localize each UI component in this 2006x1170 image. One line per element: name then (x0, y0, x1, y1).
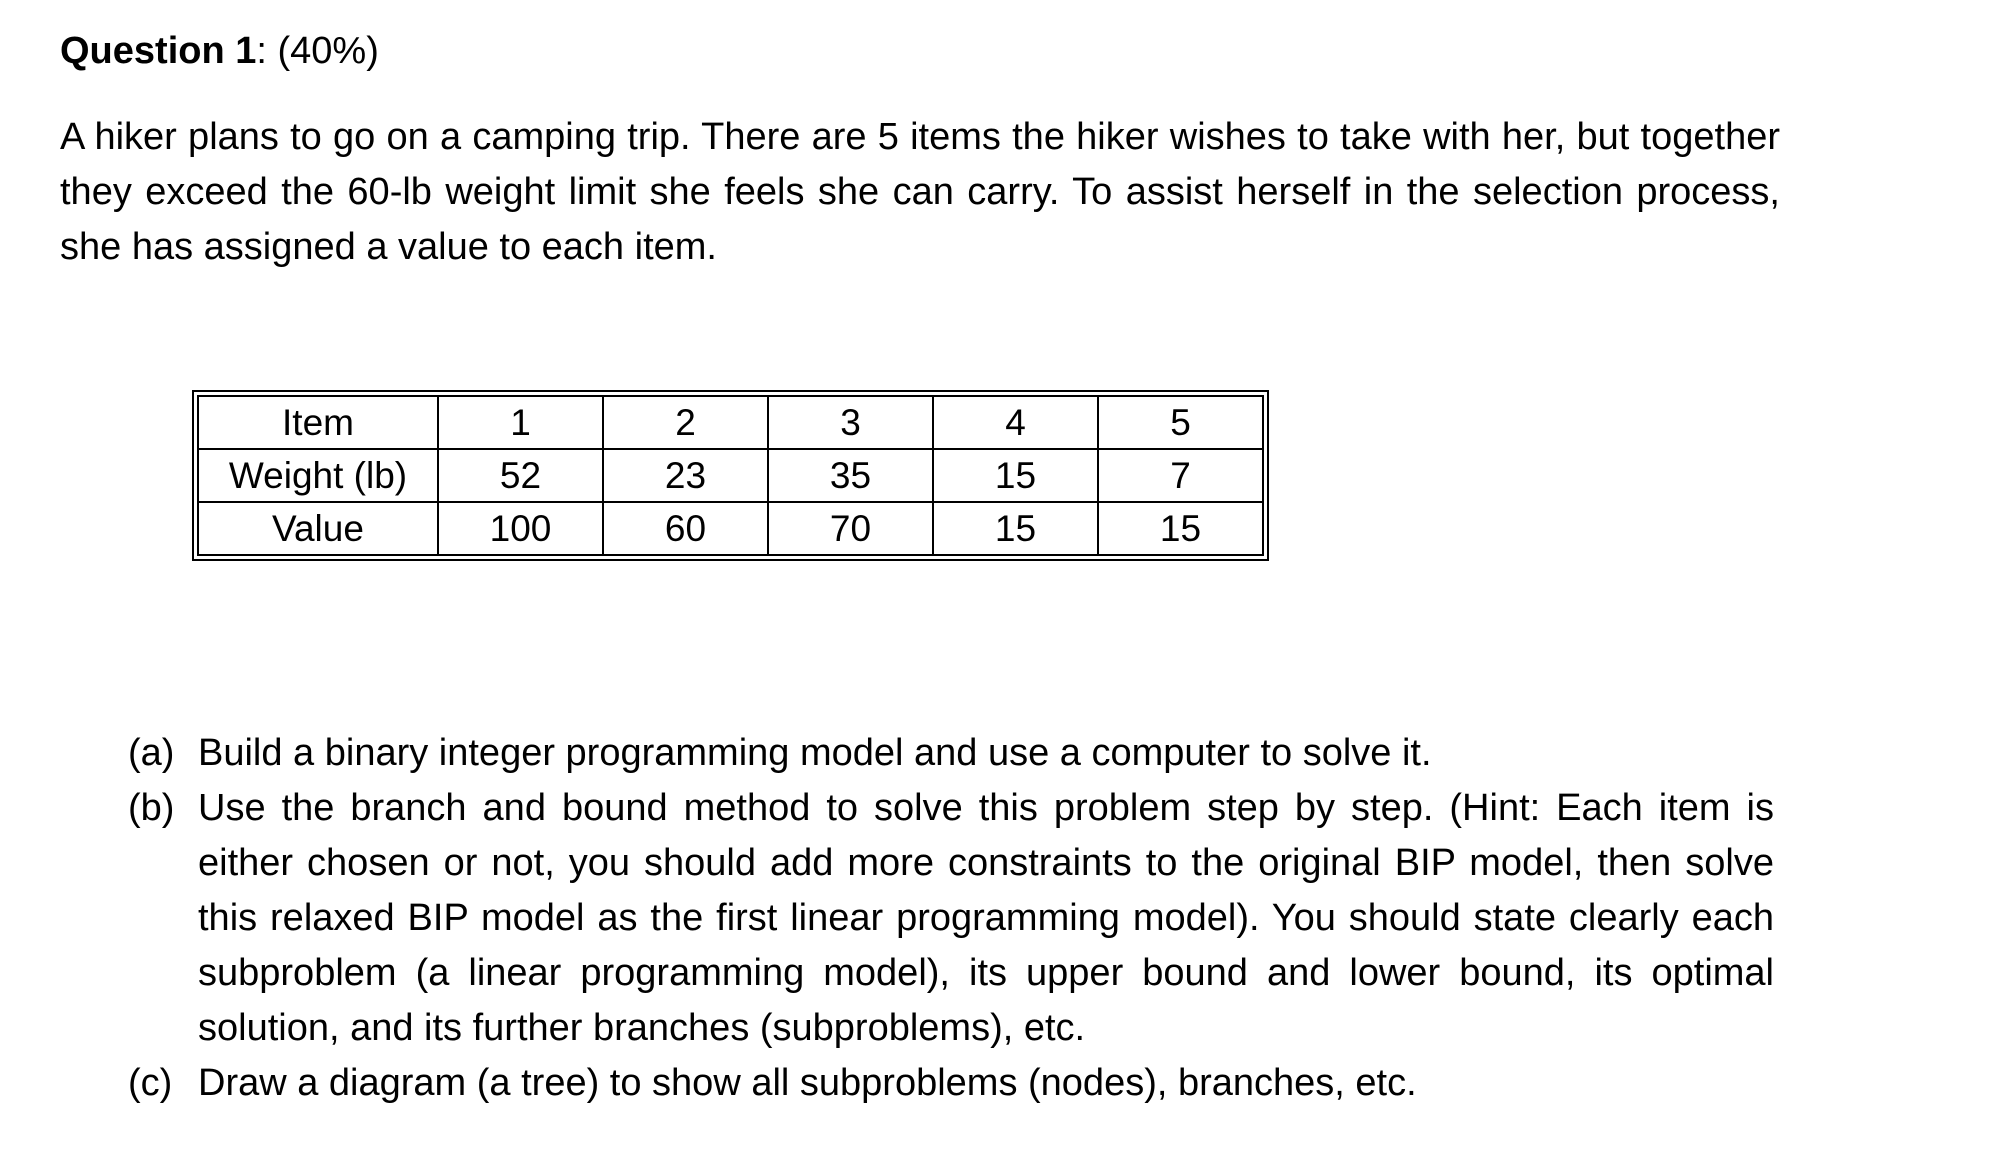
question-part-b (128, 781, 1774, 1056)
table-cell: 15 (933, 449, 1098, 502)
intro-paragraph: A hiker plans to go on a camping trip. There are 5 items the hiker wishes to take with her, but together they exceed the 60-lb weight limit she feels she can carry. To assist herself in the selection process, she has assigned a value to each item. (60, 116, 1780, 268)
table-cell: 15 (933, 502, 1098, 555)
table-cell: 2 (603, 396, 768, 449)
question-parts-list (128, 726, 1774, 1111)
items-table (197, 395, 1264, 556)
table-cell: 1 (438, 396, 603, 449)
question-heading (60, 28, 379, 74)
question-part-a (128, 726, 1774, 781)
table-row-value (198, 502, 1263, 555)
table-cell: 70 (768, 502, 933, 555)
table-cell: 35 (768, 449, 933, 502)
items-table-frame (192, 390, 1269, 561)
table-cell: 4 (933, 396, 1098, 449)
part-text: Draw a diagram (a tree) to show all subproblems (nodes), branches, etc. (198, 1062, 1417, 1104)
table-cell: 60 (603, 502, 768, 555)
table-cell: 100 (438, 502, 603, 555)
part-text: Use the branch and bound method to solve this problem step by step. (Hint: Each item is either chosen or not, you should add more constraints to the original BIP model, then solve this relaxed BIP model as the first linear programming model). You should state clearly each subproblem (a linear programming model), its upper bound and lower bound, its optimal solution, and its further branches (subproblems), etc. (198, 787, 1774, 1049)
table-cell: 15 (1098, 502, 1263, 555)
row-label-item: Item (198, 396, 438, 449)
question-part-c (128, 1056, 1774, 1111)
row-label-value: Value (198, 502, 438, 555)
part-marker: (a) (128, 732, 175, 774)
question-weight: : (40%) (256, 30, 379, 72)
table-cell: 5 (1098, 396, 1263, 449)
table-cell: 23 (603, 449, 768, 502)
question-label: Question 1 (60, 30, 257, 72)
row-label-weight: Weight (lb) (198, 449, 438, 502)
part-text: Build a binary integer programming model and use a computer to solve it. (198, 732, 1432, 774)
table-row-item (198, 396, 1263, 449)
table-cell: 52 (438, 449, 603, 502)
table-cell: 3 (768, 396, 933, 449)
part-marker: (b) (128, 787, 175, 829)
table-row-weight (198, 449, 1263, 502)
table-cell: 7 (1098, 449, 1263, 502)
part-marker: (c) (128, 1062, 173, 1104)
